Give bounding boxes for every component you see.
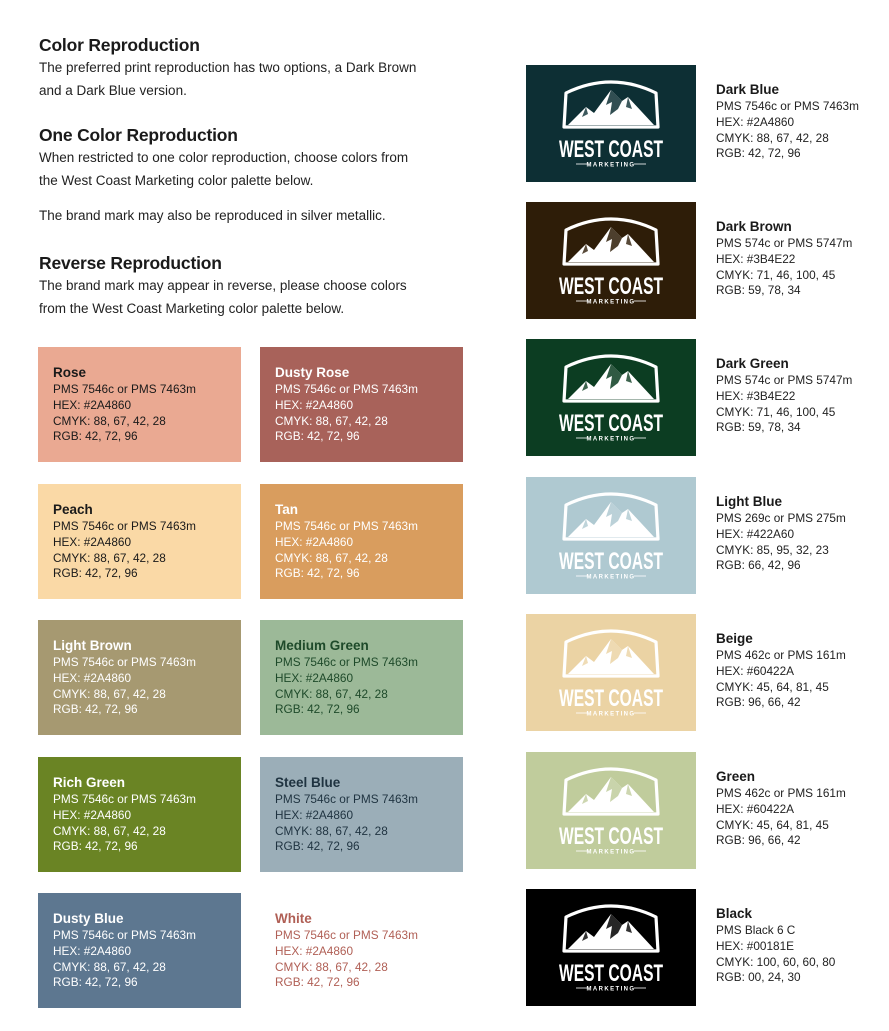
swatch-hex: HEX: #2A4860 bbox=[275, 943, 354, 958]
logo-info-name: Dark Blue bbox=[716, 82, 780, 97]
logo-info-rgb: RGB: 59, 78, 34 bbox=[716, 420, 801, 435]
swatch-rgb: RGB: 42, 72, 96 bbox=[275, 429, 360, 444]
logo-color-info bbox=[716, 218, 886, 299]
swatch-name: Medium Green bbox=[275, 638, 369, 653]
reverse-reproduction-section bbox=[39, 251, 439, 320]
section-title: Reverse Reproduction bbox=[39, 253, 222, 273]
section-text: When restricted to one color reproduction, choose colors from bbox=[39, 150, 409, 165]
swatch-pms: PMS 7546c or PMS 7463m bbox=[53, 382, 196, 396]
swatch-cmyk: CMYK: 88, 67, 42, 28 bbox=[275, 823, 388, 838]
logo-tagline: MARKETING bbox=[586, 574, 636, 581]
logo-tagline: MARKETING bbox=[586, 162, 636, 169]
mountain-logo-icon bbox=[526, 339, 696, 456]
logo-tagline: MARKETING bbox=[586, 986, 636, 993]
section-title: Color Reproduction bbox=[39, 35, 200, 55]
logo-color-info bbox=[716, 768, 886, 849]
mountain-logo-icon bbox=[526, 889, 696, 1006]
logo-info-rgb: RGB: 42, 72, 96 bbox=[716, 146, 801, 161]
swatch-name: White bbox=[275, 911, 312, 926]
color-swatch bbox=[38, 620, 241, 735]
logo-info-pms: PMS 574c or PMS 5747m bbox=[716, 373, 853, 387]
logo-info-cmyk: CMYK: 85, 95, 32, 23 bbox=[716, 542, 829, 557]
swatch-hex: HEX: #2A4860 bbox=[53, 534, 132, 549]
logo-info-pms: PMS 7546c or PMS 7463m bbox=[716, 99, 859, 113]
swatch-rgb: RGB: 42, 72, 96 bbox=[53, 566, 138, 581]
swatch-cmyk: CMYK: 88, 67, 42, 28 bbox=[53, 550, 166, 565]
logo-info-pms: PMS Black 6 C bbox=[716, 923, 796, 937]
swatch-hex: HEX: #2A4860 bbox=[53, 397, 132, 412]
logo-info-cmyk: CMYK: 45, 64, 81, 45 bbox=[716, 679, 829, 694]
swatch-cmyk: CMYK: 88, 67, 42, 28 bbox=[275, 959, 388, 974]
logo-info-pms: PMS 269c or PMS 275m bbox=[716, 511, 846, 525]
swatch-name: Tan bbox=[275, 502, 298, 517]
logo-info-hex: HEX: #3B4E22 bbox=[716, 251, 796, 266]
logo-card bbox=[526, 477, 696, 594]
swatch-pms: PMS 7546c or PMS 7463m bbox=[275, 655, 418, 669]
logo-color-info bbox=[716, 630, 886, 711]
swatch-cmyk: CMYK: 88, 67, 42, 28 bbox=[275, 686, 388, 701]
swatch-rgb: RGB: 42, 72, 96 bbox=[275, 702, 360, 717]
swatch-hex: HEX: #2A4860 bbox=[53, 670, 132, 685]
logo-info-name: Black bbox=[716, 906, 753, 921]
logo-wordmark: WEST COAST bbox=[559, 410, 664, 437]
mountain-logo-icon bbox=[526, 202, 696, 319]
color-swatch bbox=[260, 347, 463, 462]
logo-info-rgb: RGB: 59, 78, 34 bbox=[716, 283, 801, 298]
logo-color-info bbox=[716, 355, 886, 436]
swatch-pms: PMS 7546c or PMS 7463m bbox=[53, 655, 196, 669]
swatch-cmyk: CMYK: 88, 67, 42, 28 bbox=[53, 823, 166, 838]
logo-wordmark: WEST COAST bbox=[559, 960, 664, 987]
swatch-hex: HEX: #2A4860 bbox=[275, 534, 354, 549]
section-text: The preferred print reproduction has two options, a Dark Brown bbox=[39, 60, 417, 75]
logo-info-rgb: RGB: 96, 66, 42 bbox=[716, 695, 801, 710]
section-title: One Color Reproduction bbox=[39, 125, 238, 145]
logo-tagline: MARKETING bbox=[586, 299, 636, 306]
logo-info-hex: HEX: #00181E bbox=[716, 938, 795, 953]
logo-info-name: Green bbox=[716, 769, 756, 784]
logo-info-name: Light Blue bbox=[716, 494, 782, 509]
swatch-hex: HEX: #2A4860 bbox=[53, 943, 132, 958]
color-swatch bbox=[260, 893, 463, 1008]
swatch-rgb: RGB: 42, 72, 96 bbox=[53, 702, 138, 717]
logo-card bbox=[526, 614, 696, 731]
swatch-pms: PMS 7546c or PMS 7463m bbox=[275, 928, 418, 942]
color-swatch bbox=[38, 893, 241, 1008]
logo-card bbox=[526, 202, 696, 319]
mountain-logo-icon bbox=[526, 65, 696, 182]
color-swatch bbox=[38, 484, 241, 599]
logo-info-hex: HEX: #2A4860 bbox=[716, 114, 795, 129]
swatch-cmyk: CMYK: 88, 67, 42, 28 bbox=[53, 959, 166, 974]
color-swatch bbox=[260, 620, 463, 735]
swatch-rgb: RGB: 42, 72, 96 bbox=[275, 566, 360, 581]
logo-info-cmyk: CMYK: 71, 46, 100, 45 bbox=[716, 267, 836, 282]
logo-tagline: MARKETING bbox=[586, 436, 636, 443]
logo-tagline: MARKETING bbox=[586, 849, 636, 856]
mountain-logo-icon bbox=[526, 614, 696, 731]
color-swatch bbox=[260, 757, 463, 872]
section-text: and a Dark Blue version. bbox=[39, 82, 187, 98]
color-reproduction-section bbox=[39, 33, 439, 102]
logo-info-name: Dark Green bbox=[716, 356, 789, 371]
swatch-hex: HEX: #2A4860 bbox=[53, 807, 132, 822]
swatch-cmyk: CMYK: 88, 67, 42, 28 bbox=[53, 413, 166, 428]
logo-card bbox=[526, 889, 696, 1006]
logo-info-pms: PMS 574c or PMS 5747m bbox=[716, 236, 853, 250]
logo-wordmark: WEST COAST bbox=[559, 685, 664, 712]
mountain-logo-icon bbox=[526, 477, 696, 594]
one-color-section bbox=[39, 123, 439, 228]
section-text: The brand mark may also be reproduced in silver metallic. bbox=[39, 208, 386, 223]
logo-info-cmyk: CMYK: 45, 64, 81, 45 bbox=[716, 817, 829, 832]
logo-info-pms: PMS 462c or PMS 161m bbox=[716, 786, 846, 800]
color-swatch bbox=[38, 347, 241, 462]
logo-wordmark: WEST COAST bbox=[559, 273, 664, 300]
logo-info-cmyk: CMYK: 88, 67, 42, 28 bbox=[716, 130, 829, 145]
logo-info-hex: HEX: #60422A bbox=[716, 801, 795, 816]
swatch-name: Light Brown bbox=[53, 638, 132, 653]
logo-color-info bbox=[716, 905, 886, 986]
logo-wordmark: WEST COAST bbox=[559, 548, 664, 575]
logo-color-info bbox=[716, 493, 886, 574]
swatch-name: Steel Blue bbox=[275, 775, 341, 790]
logo-info-rgb: RGB: 00, 24, 30 bbox=[716, 970, 801, 985]
section-text: the West Coast Marketing color palette below. bbox=[39, 172, 314, 188]
section-text: The brand mark may appear in reverse, please choose colors bbox=[39, 278, 407, 293]
swatch-name: Rich Green bbox=[53, 775, 126, 790]
logo-card bbox=[526, 339, 696, 456]
swatch-pms: PMS 7546c or PMS 7463m bbox=[275, 382, 418, 396]
color-swatch bbox=[260, 484, 463, 599]
logo-color-info bbox=[716, 81, 886, 162]
swatch-name: Dusty Blue bbox=[53, 911, 124, 926]
swatch-pms: PMS 7546c or PMS 7463m bbox=[53, 928, 196, 942]
swatch-hex: HEX: #2A4860 bbox=[275, 670, 354, 685]
swatch-pms: PMS 7546c or PMS 7463m bbox=[53, 519, 196, 533]
swatch-rgb: RGB: 42, 72, 96 bbox=[53, 839, 138, 854]
swatch-rgb: RGB: 42, 72, 96 bbox=[53, 975, 138, 990]
logo-info-hex: HEX: #3B4E22 bbox=[716, 388, 796, 403]
logo-info-rgb: RGB: 96, 66, 42 bbox=[716, 833, 801, 848]
swatch-pms: PMS 7546c or PMS 7463m bbox=[53, 792, 196, 806]
swatch-cmyk: CMYK: 88, 67, 42, 28 bbox=[53, 686, 166, 701]
swatch-name: Peach bbox=[53, 502, 93, 517]
swatch-rgb: RGB: 42, 72, 96 bbox=[53, 429, 138, 444]
logo-tagline: MARKETING bbox=[586, 711, 636, 718]
logo-info-hex: HEX: #422A60 bbox=[716, 526, 795, 541]
logo-info-name: Dark Brown bbox=[716, 219, 792, 234]
logo-info-pms: PMS 462c or PMS 161m bbox=[716, 648, 846, 662]
swatch-rgb: RGB: 42, 72, 96 bbox=[275, 975, 360, 990]
logo-info-hex: HEX: #60422A bbox=[716, 663, 795, 678]
swatch-rgb: RGB: 42, 72, 96 bbox=[275, 839, 360, 854]
logo-card bbox=[526, 752, 696, 869]
swatch-hex: HEX: #2A4860 bbox=[275, 807, 354, 822]
swatch-hex: HEX: #2A4860 bbox=[275, 397, 354, 412]
logo-wordmark: WEST COAST bbox=[559, 136, 664, 163]
swatch-pms: PMS 7546c or PMS 7463m bbox=[275, 519, 418, 533]
logo-card bbox=[526, 65, 696, 182]
mountain-logo-icon bbox=[526, 752, 696, 869]
swatch-pms: PMS 7546c or PMS 7463m bbox=[275, 792, 418, 806]
logo-info-rgb: RGB: 66, 42, 96 bbox=[716, 558, 801, 573]
logo-info-name: Beige bbox=[716, 631, 753, 646]
logo-wordmark: WEST COAST bbox=[559, 823, 664, 850]
section-text: from the West Coast Marketing color palette below. bbox=[39, 300, 345, 316]
logo-info-cmyk: CMYK: 71, 46, 100, 45 bbox=[716, 404, 836, 419]
swatch-cmyk: CMYK: 88, 67, 42, 28 bbox=[275, 550, 388, 565]
logo-info-cmyk: CMYK: 100, 60, 60, 80 bbox=[716, 954, 836, 969]
swatch-name: Rose bbox=[53, 365, 87, 380]
swatch-name: Dusty Rose bbox=[275, 365, 350, 380]
color-swatch bbox=[38, 757, 241, 872]
swatch-cmyk: CMYK: 88, 67, 42, 28 bbox=[275, 413, 388, 428]
